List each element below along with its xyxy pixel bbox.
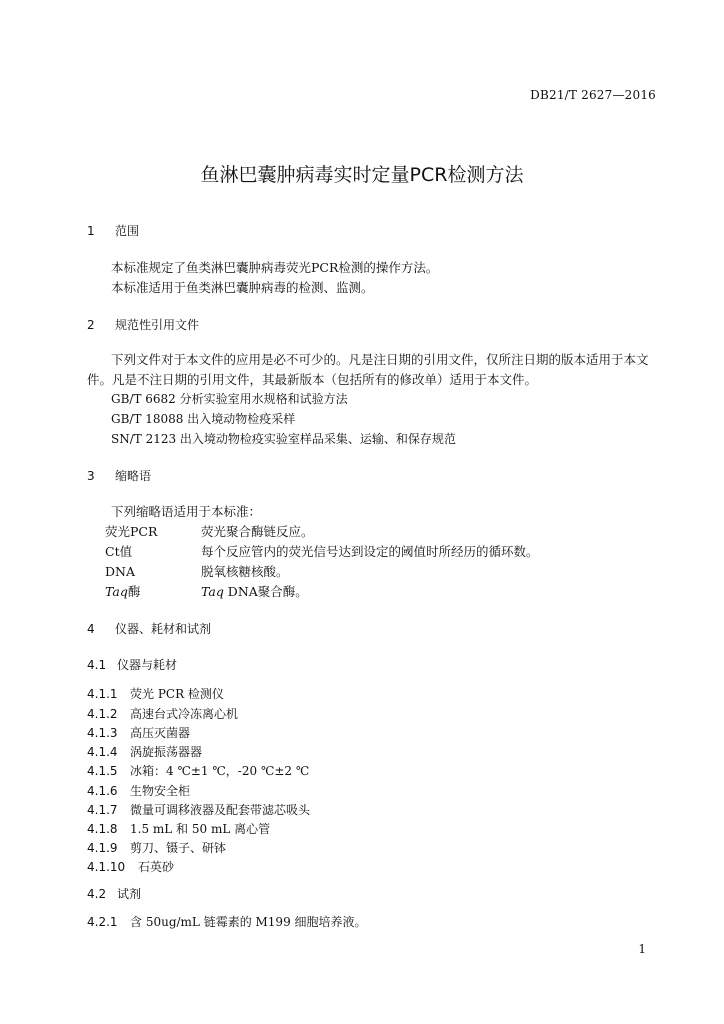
item-text: 微量可调移液器及配套带滤芯吸头: [130, 803, 311, 817]
abbreviation-row: [105, 582, 308, 600]
item-number: 4.1.2: [87, 707, 118, 721]
item-number: 4.1.5: [87, 764, 118, 778]
list-item: [87, 858, 174, 875]
item-text: 石英砂: [138, 860, 175, 874]
italic-term: Taq: [201, 584, 224, 599]
italic-term: Taq: [105, 584, 128, 599]
abbreviation-definition: [201, 584, 308, 599]
paragraph: 下列缩略语适用于本标准：: [111, 504, 262, 519]
item-number: 4.1.9: [87, 841, 118, 855]
abbreviation-definition: 每个反应管内的荧光信号达到设定的阈值时所经历的循环数。: [201, 544, 539, 559]
abbreviation-row: [105, 562, 289, 580]
paragraph: 下列文件对于本文件的应用是必不可少的。凡是注日期的引用文件，仅所注日期的版本适用于本文件。凡是不注日期的引用文件，其最新版本（包括所有的修改单）适用于本文件。: [87, 352, 649, 387]
section-2-heading: [87, 316, 199, 333]
paragraph: 本标准规定了鱼类淋巴囊肿病毒荧光PCR检测的操作方法。: [111, 260, 439, 275]
subsection-4-2-heading: [87, 885, 141, 902]
term-suffix: 酶: [127, 584, 141, 599]
section-number: 1: [87, 224, 95, 238]
list-item: [87, 685, 224, 702]
list-item: [87, 743, 202, 760]
paragraph: 本标准适用于鱼类淋巴囊肿病毒的检测、监测。: [111, 280, 374, 295]
section-title: 仪器、耗材和试剂: [115, 622, 212, 636]
abbreviation-term: Ct值: [105, 544, 133, 559]
section-title: 范围: [115, 224, 140, 238]
section-number: 2: [87, 318, 95, 332]
subsection-title: 试剂: [117, 887, 142, 901]
item-number: 4.1.1: [87, 687, 118, 701]
abbreviation-definition: 脱氧核糖核酸。: [201, 564, 289, 579]
list-item: [87, 913, 367, 930]
standard-number: DB21/T 2627—2016: [530, 88, 656, 102]
list-item: [87, 705, 238, 722]
item-number: 4.1.3: [87, 726, 118, 740]
section-title: 规范性引用文件: [115, 318, 200, 332]
item-text: 生物安全柜: [130, 784, 191, 798]
item-text: 涡旋振荡器器: [130, 745, 203, 759]
document-title: 鱼淋巴囊肿病毒实时定量PCR检测方法: [200, 164, 524, 186]
list-item: [87, 801, 310, 818]
item-number: 4.1.10: [87, 860, 126, 874]
list-item: [87, 762, 309, 779]
abbreviation-term: 荧光PCR: [105, 524, 158, 539]
abbreviation-definition: 荧光聚合酶链反应。: [201, 524, 314, 539]
item-text: 高压灭菌器: [130, 726, 191, 740]
abbreviation-row: [105, 542, 539, 560]
abbreviation-term: [105, 582, 201, 600]
list-item: [87, 839, 226, 856]
item-number: 4.1.6: [87, 784, 118, 798]
abbreviation-term: DNA: [105, 564, 135, 579]
list-item: [87, 724, 190, 741]
subsection-number: 4.2: [87, 887, 107, 901]
section-1-heading: [87, 222, 139, 239]
abbreviation-row: [105, 522, 314, 540]
item-text: 1.5 mL 和 50 mL 离心管: [130, 822, 271, 836]
item-text: 剪刀、镊子、研钵: [130, 841, 227, 855]
subsection-title: 仪器与耗材: [117, 658, 178, 672]
section-number: 4: [87, 622, 95, 636]
item-text: 含 50ug/mL 链霉素的 M199 细胞培养液。: [130, 915, 367, 929]
item-text: 高速台式冷冻离心机: [130, 707, 239, 721]
subsection-4-1-heading: [87, 656, 177, 673]
section-4-heading: [87, 620, 211, 637]
section-3-heading: [87, 467, 151, 484]
reference-item: GB/T 18088 出入境动物检疫采样: [111, 412, 296, 426]
list-item: [87, 820, 270, 837]
item-text: 荧光 PCR 检测仪: [130, 687, 224, 701]
item-number: 4.1.8: [87, 822, 118, 836]
item-number: 4.1.4: [87, 745, 118, 759]
section-title: 缩略语: [115, 469, 152, 483]
reference-item: GB/T 6682 分析实验室用水规格和试验方法: [111, 392, 348, 406]
subsection-number: 4.1: [87, 658, 107, 672]
section-number: 3: [87, 469, 95, 483]
item-number: 4.1.7: [87, 803, 118, 817]
reference-item: SN/T 2123 出入境动物检疫实验室样品采集、运输、和保存规范: [111, 432, 456, 446]
page-number: 1: [638, 942, 646, 956]
item-number: 4.2.1: [87, 915, 118, 929]
list-item: [87, 782, 190, 799]
definition-rest: DNA聚合酶。: [223, 584, 308, 599]
item-text: 冰箱：4 ℃±1 ℃，-20 ℃±2 ℃: [130, 764, 310, 778]
